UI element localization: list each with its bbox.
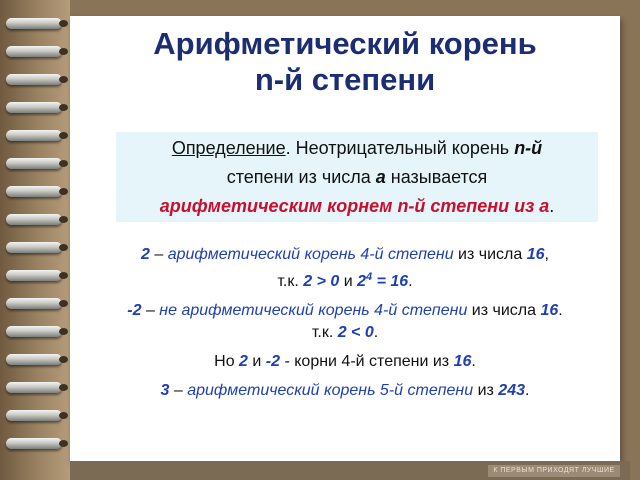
example-3-and: и <box>247 353 266 370</box>
binding-ring <box>6 326 62 337</box>
definition-text <box>116 134 598 221</box>
power-rest: = 16 <box>372 273 409 290</box>
definition-text-2: степени из числа <box>226 167 376 187</box>
footer-text: К ПЕРВЫМ ПРИХОДЯТ ЛУЧШИЕ <box>488 465 620 477</box>
example-2-line-2 <box>70 322 620 344</box>
example-1-power <box>357 273 408 290</box>
title-line-1: Арифметический корень <box>153 26 537 61</box>
power-base: 2 <box>357 273 367 290</box>
example-3-value: 16 <box>453 353 472 370</box>
period: . <box>471 353 476 370</box>
slide-title <box>70 26 620 98</box>
example-1-value: 16 <box>526 246 545 263</box>
example-2-number: -2 <box>127 302 142 319</box>
binding-ring <box>6 270 62 281</box>
example-2-tk: т.к. <box>311 324 338 341</box>
example-4-phrase: арифметический корень 5-й степени <box>187 382 474 399</box>
example-1-line-1 <box>70 244 620 266</box>
example-1-tk: т.к. <box>277 273 304 290</box>
period: . <box>373 324 379 341</box>
definition-nth: n-й <box>514 138 543 158</box>
binding-ring <box>6 214 62 225</box>
example-4-number: 3 <box>160 382 170 399</box>
definition-highlight: арифметическим корнем n-й степени из а <box>159 196 550 216</box>
example-4-value: 243 <box>498 382 525 399</box>
example-1-number: 2 <box>141 246 150 263</box>
dash: – <box>149 246 168 263</box>
example-2-condition: 2 < 0 <box>337 324 374 341</box>
definition-text-1: . Неотрицательный корень <box>285 138 515 158</box>
binding-ring <box>6 242 62 253</box>
notebook-binding <box>0 0 70 480</box>
footer-bar <box>70 461 630 480</box>
example-3 <box>70 351 620 373</box>
example-1-line-2 <box>70 266 620 293</box>
example-2-from: из числа <box>467 302 541 319</box>
binding-ring <box>6 46 62 57</box>
period: . <box>408 273 413 290</box>
binding-ring <box>6 102 62 113</box>
example-2-phrase: не арифметический корень 4-й степени <box>159 302 468 319</box>
example-1-condition: 2 > 0 <box>303 273 340 290</box>
comma: , <box>544 246 549 263</box>
definition-a: а <box>375 167 386 187</box>
definition-text-3: называется <box>385 167 488 187</box>
example-1-and: и <box>339 273 358 290</box>
dash: – <box>169 382 188 399</box>
definition-term: Определение <box>171 138 286 158</box>
definition-end: . <box>549 196 555 216</box>
binding-ring <box>6 382 62 393</box>
dash: – <box>141 302 160 319</box>
title-line-2: n-й степени <box>254 62 436 97</box>
period: . <box>525 382 530 399</box>
binding-ring <box>6 410 62 421</box>
slide-page <box>70 16 620 461</box>
example-3-but: Но <box>214 353 240 370</box>
binding-ring <box>6 438 62 449</box>
example-4-from: из <box>473 382 499 399</box>
definition-box <box>116 132 598 222</box>
binding-ring <box>6 354 62 365</box>
binding-ring <box>6 74 62 85</box>
binding-ring <box>6 298 62 309</box>
example-2-value: 16 <box>540 302 559 319</box>
binding-ring <box>6 130 62 141</box>
binding-ring <box>6 186 62 197</box>
example-2-line-1 <box>70 300 620 322</box>
example-1-phrase: арифметический корень 4-й степени <box>167 246 454 263</box>
binding-ring <box>6 18 62 29</box>
examples <box>70 244 620 402</box>
example-3-rest: - корни 4-й степени из <box>280 353 454 370</box>
period: . <box>558 302 563 319</box>
binding-ring <box>6 158 62 169</box>
example-4 <box>70 380 620 402</box>
example-3-a: 2 <box>239 353 248 370</box>
example-3-b: -2 <box>265 353 281 370</box>
power-exponent: 4 <box>366 271 373 283</box>
example-1-from: из числа <box>453 246 527 263</box>
